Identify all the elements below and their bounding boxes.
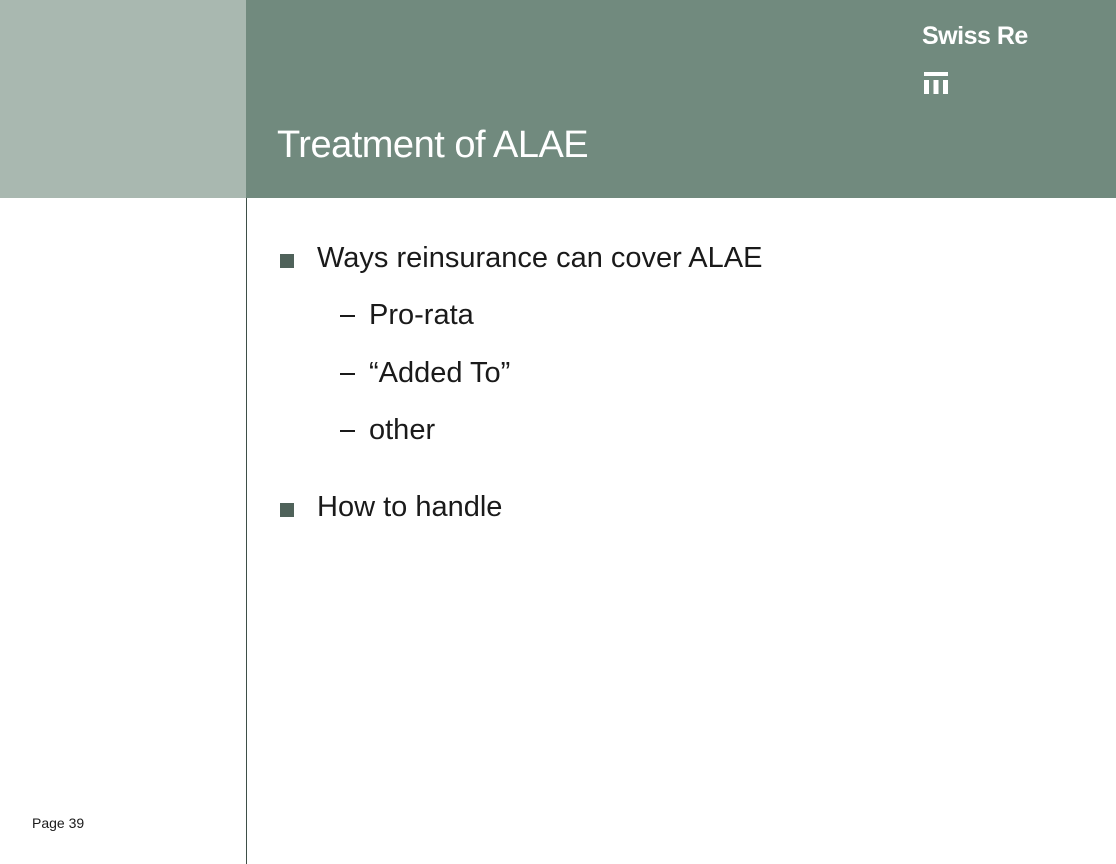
brand-name: Swiss Re bbox=[922, 22, 1028, 50]
page-number: Page 39 bbox=[32, 815, 85, 831]
slide-title: Treatment of ALAE bbox=[277, 124, 589, 166]
sub-item-text: other bbox=[369, 414, 436, 446]
bullet-square-icon bbox=[280, 254, 294, 268]
bullet-text: How to handle bbox=[317, 491, 503, 523]
sub-item-text: Pro-rata bbox=[369, 299, 474, 331]
bullet-text: Ways reinsurance can cover ALAE bbox=[317, 242, 763, 274]
swiss-re-logo-icon bbox=[924, 72, 948, 94]
bullet-square-icon bbox=[280, 503, 294, 517]
dash-icon bbox=[340, 373, 355, 375]
sub-item-text: “Added To” bbox=[369, 357, 511, 389]
dash-icon bbox=[340, 315, 355, 317]
vertical-divider bbox=[246, 198, 247, 864]
dash-icon bbox=[340, 430, 355, 432]
header-left-block bbox=[0, 0, 246, 198]
